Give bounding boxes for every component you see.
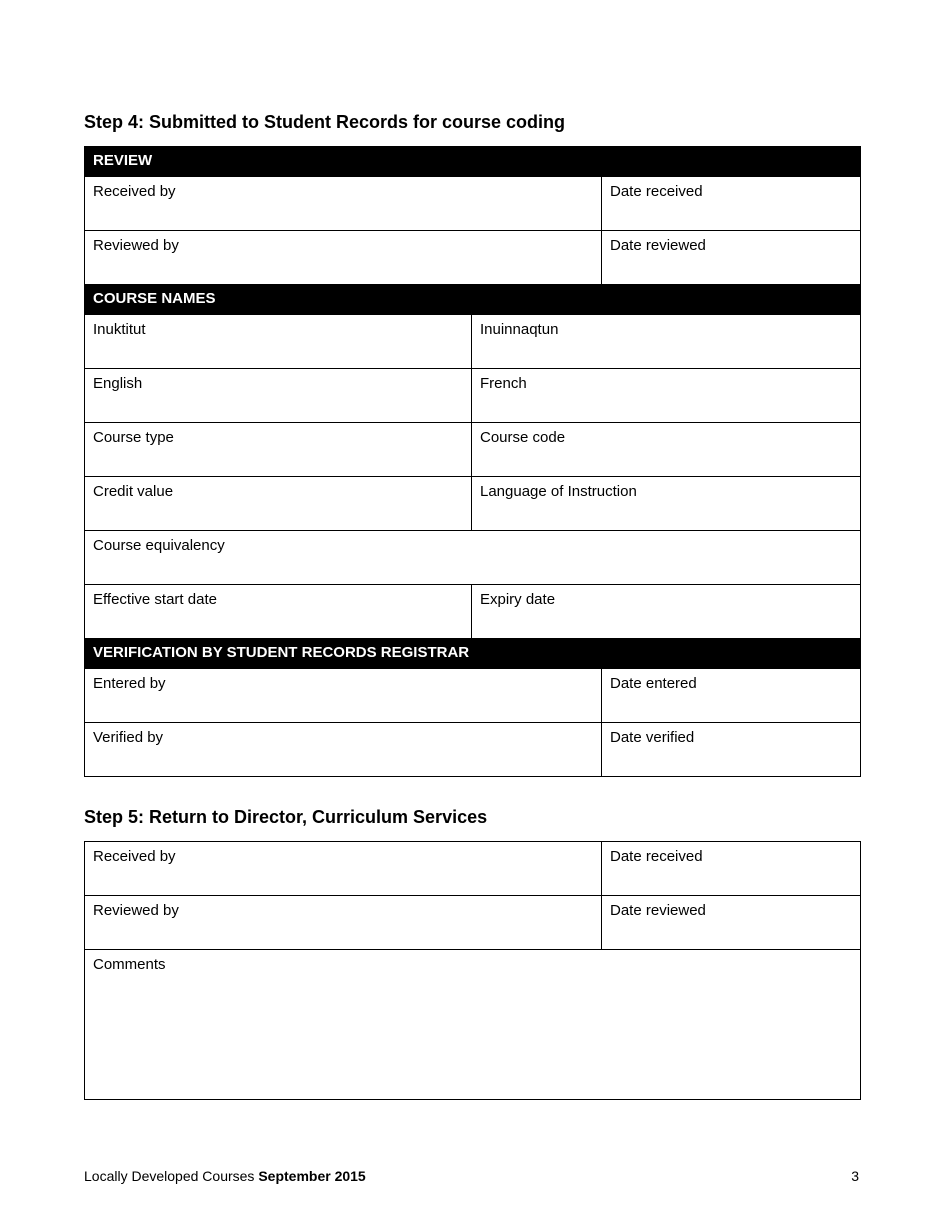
comments-field[interactable]: Comments bbox=[85, 950, 861, 1100]
footer-text: Locally Developed Courses bbox=[84, 1168, 255, 1184]
review-header: REVIEW bbox=[85, 147, 861, 177]
footer bbox=[84, 1168, 366, 1184]
inuinnaqtun-field[interactable]: Inuinnaqtun bbox=[472, 315, 861, 369]
verification-header-row bbox=[85, 639, 861, 669]
step5-date-reviewed-field[interactable]: Date reviewed bbox=[602, 896, 861, 950]
verified-by-field[interactable]: Verified by bbox=[85, 723, 602, 777]
table-row bbox=[85, 231, 861, 285]
effective-start-date-field[interactable]: Effective start date bbox=[85, 585, 472, 639]
expiry-date-field[interactable]: Expiry date bbox=[472, 585, 861, 639]
table-row bbox=[85, 477, 861, 531]
table-row bbox=[85, 842, 861, 896]
step5-form-table bbox=[84, 841, 861, 1100]
course-names-header-row bbox=[85, 285, 861, 315]
inuktitut-field[interactable]: Inuktitut bbox=[85, 315, 472, 369]
page-number: 3 bbox=[851, 1168, 859, 1184]
step4-form-table bbox=[84, 146, 861, 777]
french-field[interactable]: French bbox=[472, 369, 861, 423]
step5-date-received-field[interactable]: Date received bbox=[602, 842, 861, 896]
date-entered-field[interactable]: Date entered bbox=[602, 669, 861, 723]
credit-value-field[interactable]: Credit value bbox=[85, 477, 472, 531]
table-row bbox=[85, 950, 861, 1100]
received-by-field[interactable]: Received by bbox=[85, 177, 602, 231]
english-field[interactable]: English bbox=[85, 369, 472, 423]
table-row bbox=[85, 585, 861, 639]
footer-date: September 2015 bbox=[258, 1168, 366, 1184]
course-equivalency-field[interactable]: Course equivalency bbox=[85, 531, 861, 585]
step5-reviewed-by-field[interactable]: Reviewed by bbox=[85, 896, 602, 950]
table-row bbox=[85, 896, 861, 950]
step4-title: Step 4: Submitted to Student Records for course coding bbox=[84, 112, 566, 132]
date-verified-field[interactable]: Date verified bbox=[602, 723, 861, 777]
step5-received-by-field[interactable]: Received by bbox=[85, 842, 602, 896]
table-row bbox=[85, 669, 861, 723]
table-row bbox=[85, 531, 861, 585]
table-row bbox=[85, 177, 861, 231]
verification-header: VERIFICATION BY STUDENT RECORDS REGISTRAR bbox=[85, 639, 861, 669]
course-names-header: COURSE NAMES bbox=[85, 285, 861, 315]
date-received-field[interactable]: Date received bbox=[602, 177, 861, 231]
step5-title: Step 5: Return to Director, Curriculum Services bbox=[84, 807, 488, 827]
reviewed-by-field[interactable]: Reviewed by bbox=[85, 231, 602, 285]
table-row bbox=[85, 315, 861, 369]
course-code-field[interactable]: Course code bbox=[472, 423, 861, 477]
language-of-instruction-field[interactable]: Language of Instruction bbox=[472, 477, 861, 531]
course-type-field[interactable]: Course type bbox=[85, 423, 472, 477]
table-row bbox=[85, 369, 861, 423]
table-row bbox=[85, 423, 861, 477]
review-header-row bbox=[85, 147, 861, 177]
table-row bbox=[85, 723, 861, 777]
date-reviewed-field[interactable]: Date reviewed bbox=[602, 231, 861, 285]
entered-by-field[interactable]: Entered by bbox=[85, 669, 602, 723]
